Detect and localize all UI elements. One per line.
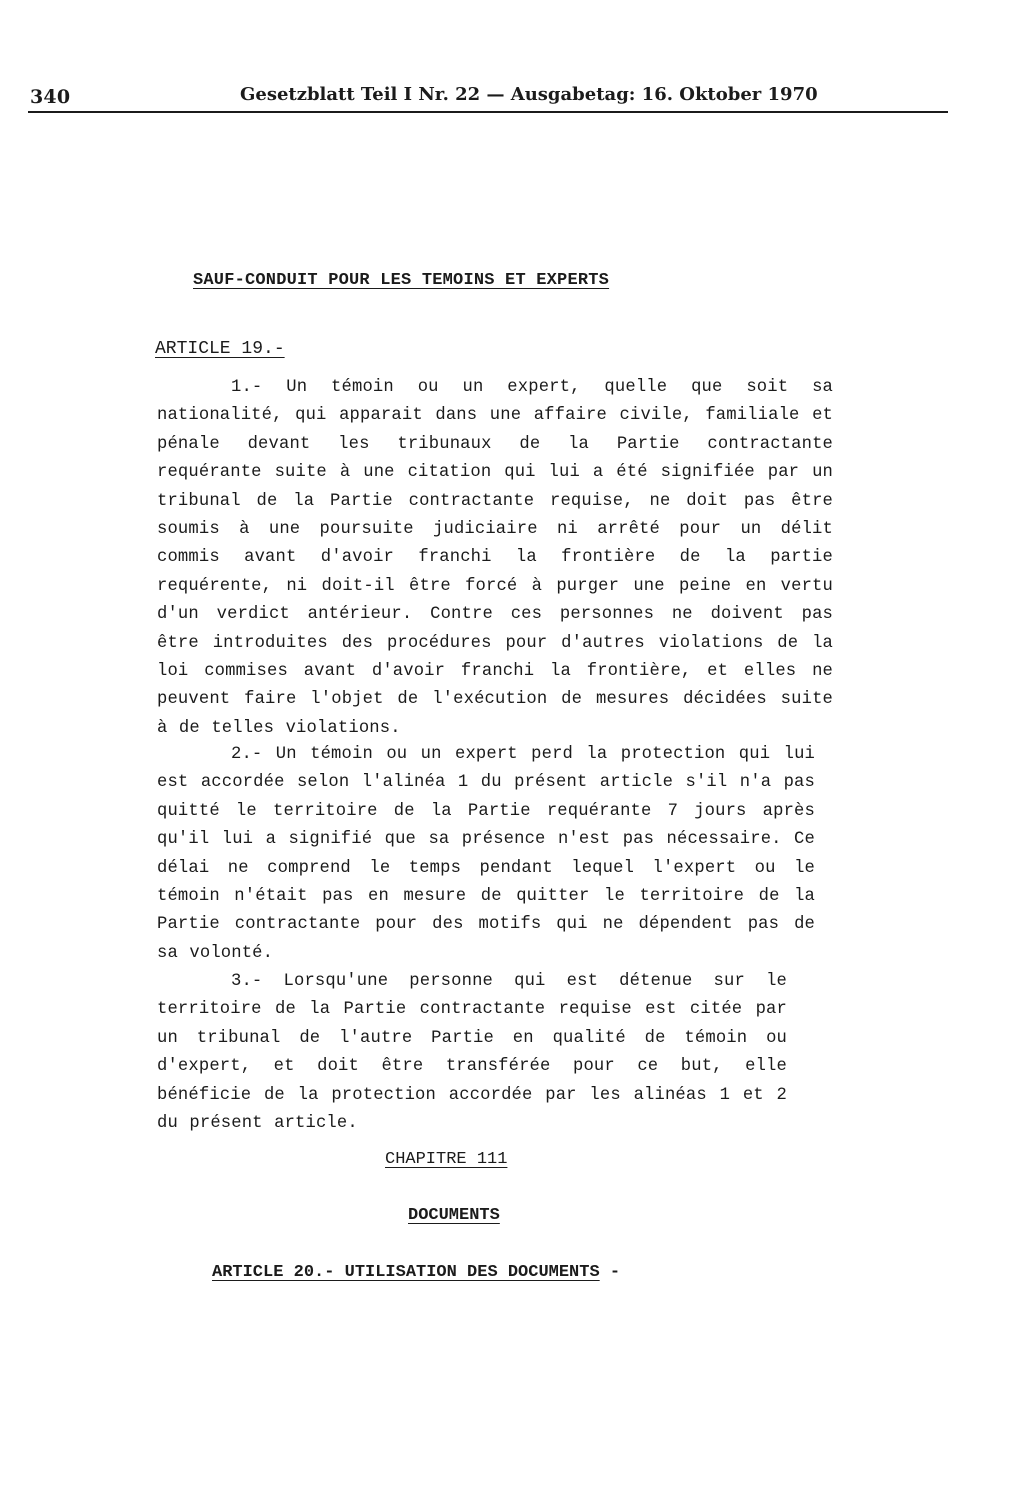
article-20-heading-suffix: -	[599, 1263, 621, 1282]
chapter-subtitle: DOCUMENTS	[408, 1206, 500, 1225]
chapter-title: CHAPITRE 111	[385, 1150, 508, 1169]
paragraph-text: 3.- Lorsqu'une personne qui est détenue sur le territoire de la Partie contractante requise est citée par un tribunal de l'autre Partie en qualité de témoin ou d'expert, et doit être transférée pour ce but, elle bénéficie de la protection accordée par les alinéas 1 et 2 du présent article.	[157, 972, 787, 1134]
header-divider	[28, 111, 948, 113]
article-20-heading	[212, 1263, 620, 1282]
section-heading: SAUF-CONDUIT POUR LES TEMOINS ET EXPERTS	[193, 271, 610, 290]
paragraph-text: 2.- Un témoin ou un expert perd la protection qui lui est accordée selon l'alinéa 1 du présent article s'il n'a pas quitté le territoire de la Partie requérante 7 jours après qu'il lui a signifié que sa présence n'est pas nécessaire. Ce délai ne comprend le temps pendant lequel l'expert ou le témoin n'était pas en mesure de quitter le territoire de la Partie contractante pour des motifs qui ne dépendent pas de sa volonté.	[157, 745, 815, 963]
page-number: 340	[30, 86, 71, 108]
article-19-paragraph-1	[157, 374, 833, 743]
article-20-heading-text: ARTICLE 20.- UTILISATION DES DOCUMENTS	[212, 1263, 600, 1282]
article-19-paragraph-2	[157, 741, 815, 968]
running-header-title: Gesetzblatt Teil I Nr. 22 — Ausgabetag: 16. Oktober 1970	[240, 84, 818, 105]
article-19-paragraph-3	[157, 968, 787, 1138]
article-19-heading: ARTICLE 19.-	[155, 339, 285, 359]
paragraph-text: 1.- Un témoin ou un expert, quelle que soit sa nationalité, qui apparait dans une affaire civile, familiale et pénale devant les tribunaux de la Partie contractante requérante suite à une citation qui lui a été signifiée par un tribunal de la Partie contractante requise, ne doit pas être soumis à une poursuite judiciaire ni arrêté pour un délit commis avant d'avoir franchi la frontière de la partie requérente, ni doit-il être forcé à purger une peine en vertu d'un verdict antérieur. Contre ces personnes ne doivent pas être introduites des procédures pour d'autres violations de la loi commises avant d'avoir franchi la frontière, et elles ne peuvent faire l'objet de l'exécution de mesures décidées suite à de telles violations.	[157, 378, 833, 738]
